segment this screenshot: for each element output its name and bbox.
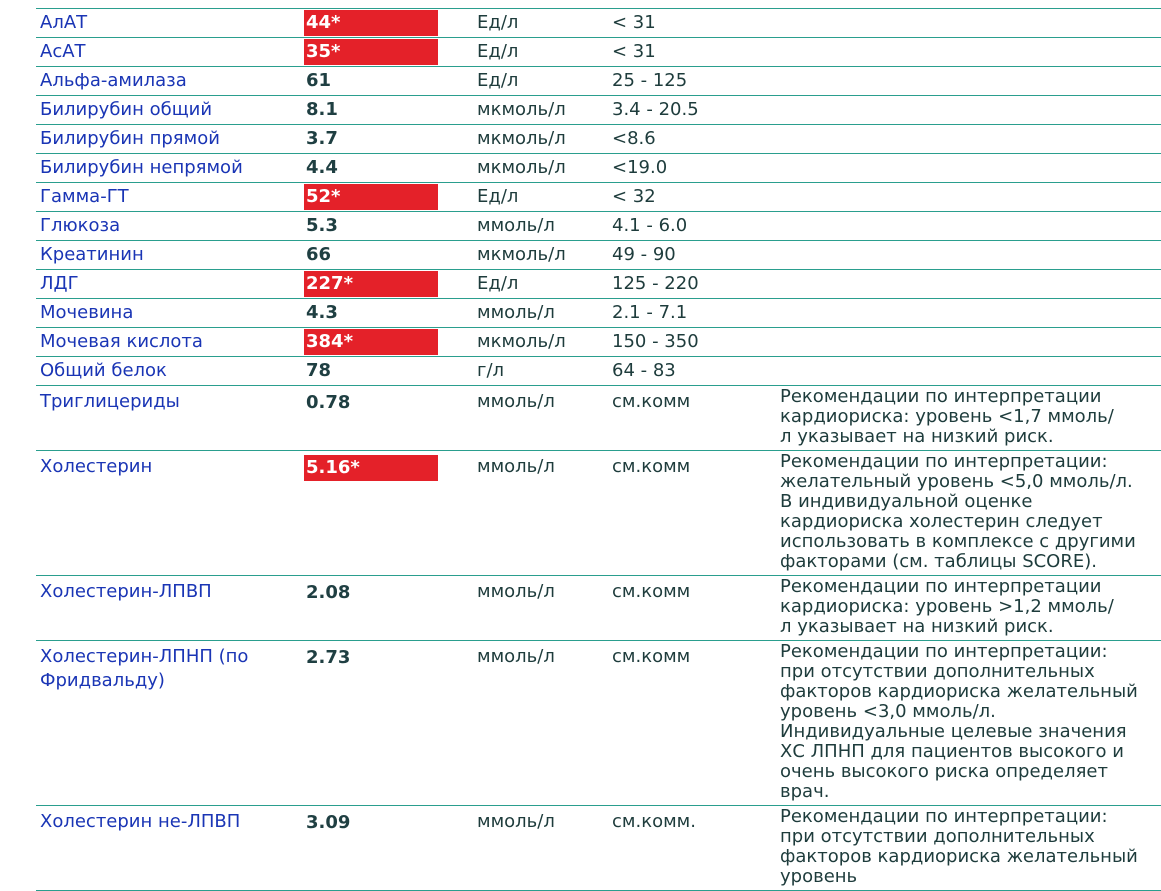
reference-range: см.комм. <box>612 811 696 832</box>
result-value-flagged: 44* <box>304 10 438 36</box>
result-value: 61 <box>306 70 332 91</box>
test-name: Триглицериды <box>40 391 180 412</box>
table-row <box>36 357 1161 386</box>
comment: Рекомендации по интерпретации кардиориска: уровень >1,2 ммоль/л указывает на низкий риск. <box>780 576 1114 637</box>
result-value: 3.7 <box>306 128 338 149</box>
unit: ммоль/л <box>477 581 555 602</box>
result-value: 3.09 <box>306 812 351 833</box>
test-name: Билирубин общий <box>40 99 213 120</box>
result-value: 66 <box>306 244 332 265</box>
unit: мкмоль/л <box>477 331 566 352</box>
reference-range: 4.1 - 6.0 <box>612 215 688 236</box>
unit: ммоль/л <box>477 646 555 667</box>
table-row <box>36 183 1161 212</box>
result-value-flagged: 35* <box>304 39 438 65</box>
test-name: Креатинин <box>40 244 144 265</box>
table-row <box>36 806 1161 891</box>
test-name: АсАТ <box>40 41 86 62</box>
unit: Ед/л <box>477 186 519 207</box>
comment: Рекомендации по интерпретации: при отсутствии дополнительных факторов кардиориска желательный уровень <3,0 ммоль/л. Индивидуальные целевые значения ХС ЛПНП для пациентов высокого и очень высокого риска определяет врач. <box>780 641 1138 802</box>
table-row <box>36 125 1161 154</box>
test-name: ЛДГ <box>40 273 79 294</box>
table-row <box>36 241 1161 270</box>
reference-range: см.комм <box>612 456 691 477</box>
reference-range: < 32 <box>612 186 656 207</box>
unit: Ед/л <box>477 41 519 62</box>
reference-range: <19.0 <box>612 157 668 178</box>
reference-range: 25 - 125 <box>612 70 688 91</box>
table-row <box>36 38 1161 67</box>
result-value: 0.78 <box>306 392 351 413</box>
test-name: Холестерин <box>40 456 153 477</box>
test-name: Гамма-ГТ <box>40 186 129 207</box>
test-name: Холестерин-ЛПВП <box>40 581 212 602</box>
comment: Рекомендации по интерпретации кардиориска: уровень <1,7 ммоль/л указывает на низкий риск. <box>780 386 1114 447</box>
table-row <box>36 386 1161 451</box>
reference-range: 2.1 - 7.1 <box>612 302 688 323</box>
table-row <box>36 299 1161 328</box>
table-row <box>36 270 1161 299</box>
test-name: Альфа-амилаза <box>40 70 187 91</box>
result-value: 78 <box>306 360 332 381</box>
unit: г/л <box>477 360 505 381</box>
reference-range: см.комм <box>612 646 691 667</box>
test-name: Билирубин прямой <box>40 128 220 149</box>
test-name: Холестерин не-ЛПВП <box>40 811 241 832</box>
comment: Рекомендации по интерпретации: при отсутствии дополнительных факторов кардиориска желательный уровень <box>780 806 1138 887</box>
result-value: 2.08 <box>306 582 351 603</box>
unit: ммоль/л <box>477 302 555 323</box>
test-name: Холестерин-ЛПНП (по Фридвальду) <box>40 646 249 691</box>
reference-range: < 31 <box>612 12 656 33</box>
result-value: 2.73 <box>306 647 351 668</box>
test-name: Общий белок <box>40 360 167 381</box>
test-name: Мочевина <box>40 302 134 323</box>
table-row <box>36 67 1161 96</box>
unit: ммоль/л <box>477 215 555 236</box>
table-row <box>36 451 1161 576</box>
reference-range: 3.4 - 20.5 <box>612 99 699 120</box>
unit: Ед/л <box>477 70 519 91</box>
table-row <box>36 576 1161 641</box>
result-value: 4.3 <box>306 302 338 323</box>
table-row <box>36 154 1161 183</box>
table-row <box>36 212 1161 241</box>
unit: Ед/л <box>477 273 519 294</box>
lab-results-body <box>36 9 1161 891</box>
reference-range: см.комм <box>612 581 691 602</box>
test-name: Глюкоза <box>40 215 121 236</box>
reference-range: <8.6 <box>612 128 656 149</box>
unit: мкмоль/л <box>477 128 566 149</box>
reference-range: см.комм <box>612 391 691 412</box>
reference-range: 125 - 220 <box>612 273 699 294</box>
result-value-flagged: 384* <box>304 329 438 355</box>
table-row <box>36 641 1161 806</box>
unit: ммоль/л <box>477 391 555 412</box>
unit: мкмоль/л <box>477 244 566 265</box>
unit: мкмоль/л <box>477 99 566 120</box>
result-value: 5.3 <box>306 215 338 236</box>
reference-range: 150 - 350 <box>612 331 699 352</box>
result-value: 4.4 <box>306 157 338 178</box>
unit: Ед/л <box>477 12 519 33</box>
unit: ммоль/л <box>477 811 555 832</box>
comment: Рекомендации по интерпретации: желательный уровень <5,0 ммоль/л. В индивидуальной оценке кардиориска холестерин следует использовать в комплексе с другими факторами (см. таблицы SCORE). <box>780 451 1136 572</box>
test-name: Мочевая кислота <box>40 331 203 352</box>
result-value-flagged: 52* <box>304 184 438 210</box>
reference-range: 64 - 83 <box>612 360 676 381</box>
lab-results-table <box>36 8 1161 891</box>
test-name: АлАТ <box>40 12 88 33</box>
table-row <box>36 96 1161 125</box>
unit: ммоль/л <box>477 456 555 477</box>
unit: мкмоль/л <box>477 157 566 178</box>
table-row <box>36 9 1161 38</box>
test-name: Билирубин непрямой <box>40 157 243 178</box>
result-value: 8.1 <box>306 99 338 120</box>
reference-range: 49 - 90 <box>612 244 676 265</box>
table-row <box>36 328 1161 357</box>
result-value-flagged: 5.16* <box>304 455 438 481</box>
result-value-flagged: 227* <box>304 271 438 297</box>
reference-range: < 31 <box>612 41 656 62</box>
